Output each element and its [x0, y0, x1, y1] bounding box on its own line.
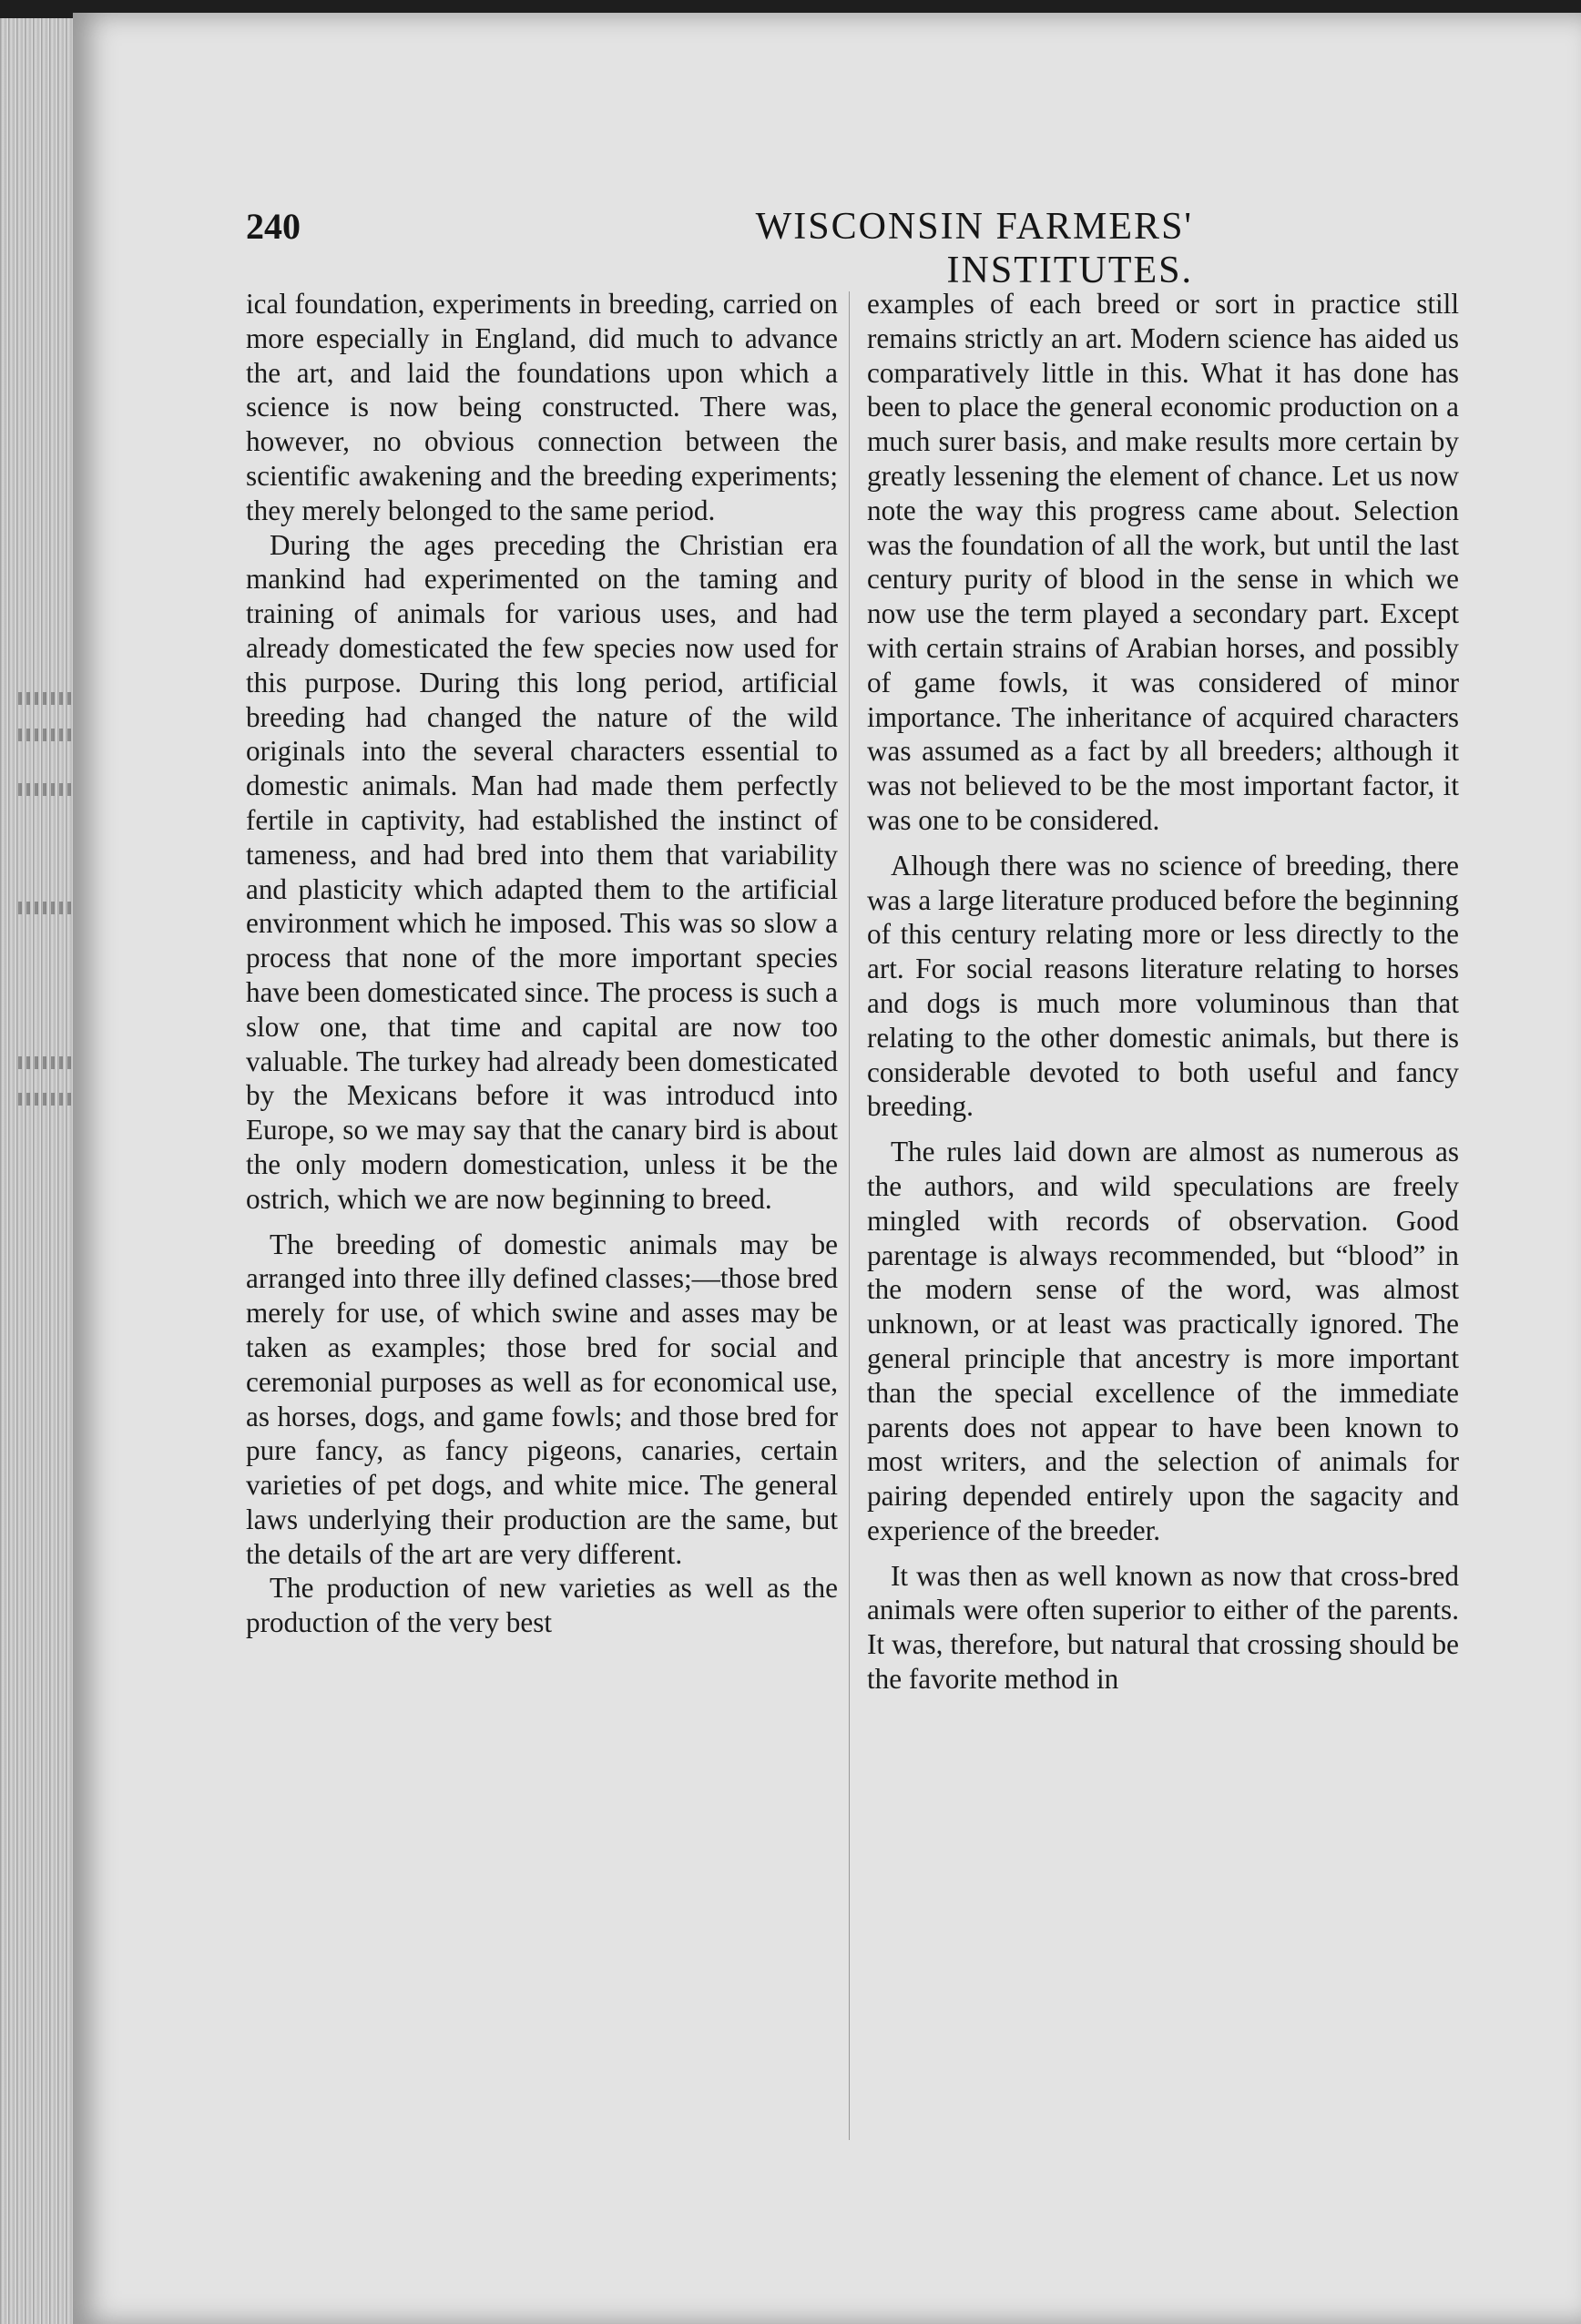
left-column: [246, 287, 838, 1640]
paragraph: examples of each breed or sort in practice still remains strictly an art. Modern science has aided us comparatively little in this. What it has done has been to place the general economic production on a much surer basis, and make results more certain by greatly lessening the element of chance. Let us now note the way this progress came about. Selection was the foundation of all the work, but until the last century purity of blood in the sense in which we now use the term played a secondary part. Except with certain strains of Arabian horses, and possibly of game fowls, it was considered of minor importance. The inheritance of acquired characters was assumed as a fact by all breeders; although it was not believed to be the most important factor, it was one to be considered.: [867, 288, 1459, 836]
running-title: WISCONSIN FARMERS' INSTITUTES.: [755, 206, 1193, 291]
paragraph: ical foundation, experiments in breeding, carried on more especially in England, did much to advance the art, and laid the foundations upon which a science is now being constructed. There was, however, no obvious connection between the scientific awakening and the breeding experiments; they merely belonged to the same period.: [246, 288, 838, 526]
paragraph: The breeding of domestic animals may be arranged into three illy defined classes;—those bred merely for use, of which swine and asses may be taken as examples; those bred for social and ceremonial purposes as well as for economical use, as horses, dogs, and game fowls; and those bred for pure fancy, as fancy pigeons, canaries, certain varieties of pet dogs, and white mice. The general laws underlying their production are the same, but the details of the art are very different.: [246, 1228, 838, 1570]
page-header: [246, 205, 1193, 291]
right-column: [867, 287, 1459, 1697]
paragraph: During the ages preceding the Christian era mankind had experimented on the taming and training of animals for various uses, and had already domesticated the few species now used for this purpose. During this long period, artificial breeding had changed the nature of the wild originals into the several characters essential to domestic animals. Man had made them perfectly fertile in captivity, had established the instinct of tameness, and had bred into them that variability and plasticity which adapted them to the artificial environment which he imposed. This was so slow a process that none of the more important species have been domesticated since. The process is such a slow one, that time and capital are now too valuable. The turkey had already been domesticated by the Mexicans before it was introducd into Europe, so we may say that the canary bird is about the only modern domestication, unless it be the ostrich, which we are now beginning to breed.: [246, 528, 838, 1215]
page-number: 240: [246, 206, 301, 247]
paragraph: The production of new varieties as well as the production of the very best: [246, 1572, 838, 1639]
column-divider: [849, 291, 850, 2140]
paragraph: Alhough there was no science of breeding, there was a large literature produced before the beginning of this century relating more or less directly to the art. For social reasons literature relating to horses and dogs is much more voluminous than that relating to the other domestic animals, but there is considerable devoted to both useful and fancy breeding.: [867, 849, 1459, 1123]
paragraph: The rules laid down are almost as numerous as the authors, and wild speculations are freely mingled with records of observation. Good parentage is always recommended, but “blood” in the modern sense of the word, was almost unknown, or at least was practically ignored. The general principle that ancestry is more important than the special excellence of the immediate parents does not appear to have been known to most writers, and the selection of animals for pairing depended entirely upon the sagacity and experience of the breeder.: [867, 1136, 1459, 1546]
paragraph: It was then as well known as now that cross-bred animals were often superior to either of the parents. It was, therefore, but natural that crossing should be the favorite method in: [867, 1559, 1459, 1696]
